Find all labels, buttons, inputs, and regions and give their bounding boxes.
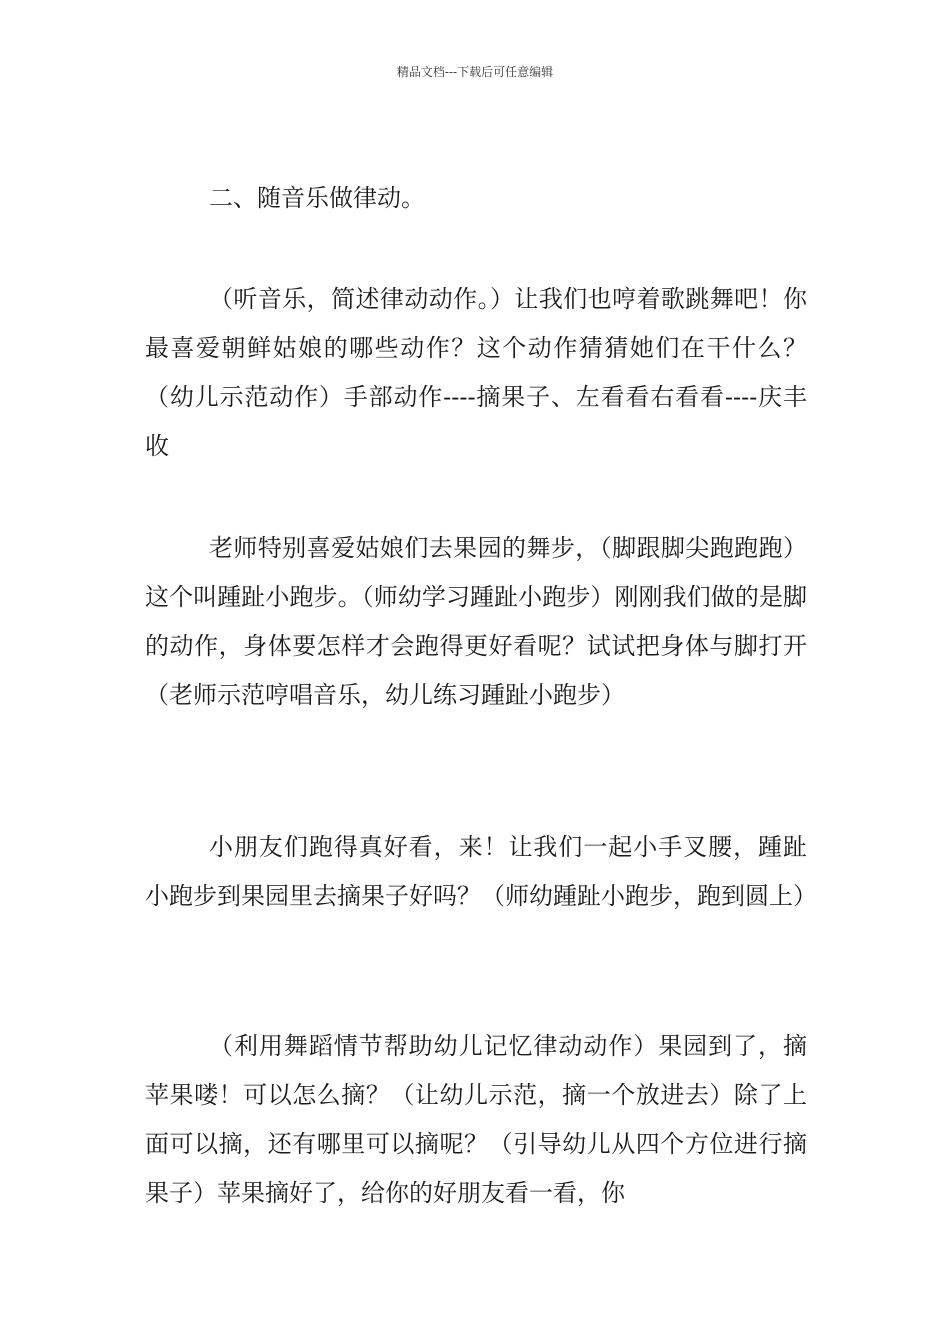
page-header: 精品文档---下载后可任意编辑 (396, 65, 554, 79)
paragraph-3: 小朋友们跑得真好看，来！让我们一起小手叉腰，踵趾小跑步到果园里去摘果子好吗？（师幼踵趾小跑步，跑到圆上） (145, 833, 817, 910)
paragraph-2: 老师特别喜爱姑娘们去果园的舞步，（脚跟脚尖跑跑跑）这个叫踵趾小跑步。（师幼学习踵趾小跑步）刚刚我们做的是脚的动作，身体要怎样才会跑得更好看呢？试试把身体与脚打开（老师示范哼唱音乐，幼儿练习踵趾小跑步） (145, 534, 807, 709)
paragraph-block-3 (145, 823, 817, 921)
section-heading: 二、随音乐做律动。 (209, 184, 425, 212)
paragraph-block-4 (145, 1022, 807, 1218)
paragraph-4: （利用舞蹈情节帮助幼儿记忆律动动作）果园到了，摘苹果喽！可以怎么摘？（让幼儿示范，摘一个放进去）除了上面可以摘，还有哪里可以摘呢？（引导幼儿从四个方位进行摘果子）苹果摘好了，给你的好朋友看一看，你 (145, 1032, 807, 1207)
paragraph-block-2 (145, 524, 807, 720)
paragraph-1: （听音乐，简述律动动作。）让我们也哼着歌跳舞吧！你最喜爱朝鲜姑娘的哪些动作？这个动作猜猜她们在干什么？（幼儿示范动作）手部动作----摘果子、左看看右看看----庆丰收 (145, 285, 807, 460)
paragraph-block-1 (145, 275, 807, 471)
